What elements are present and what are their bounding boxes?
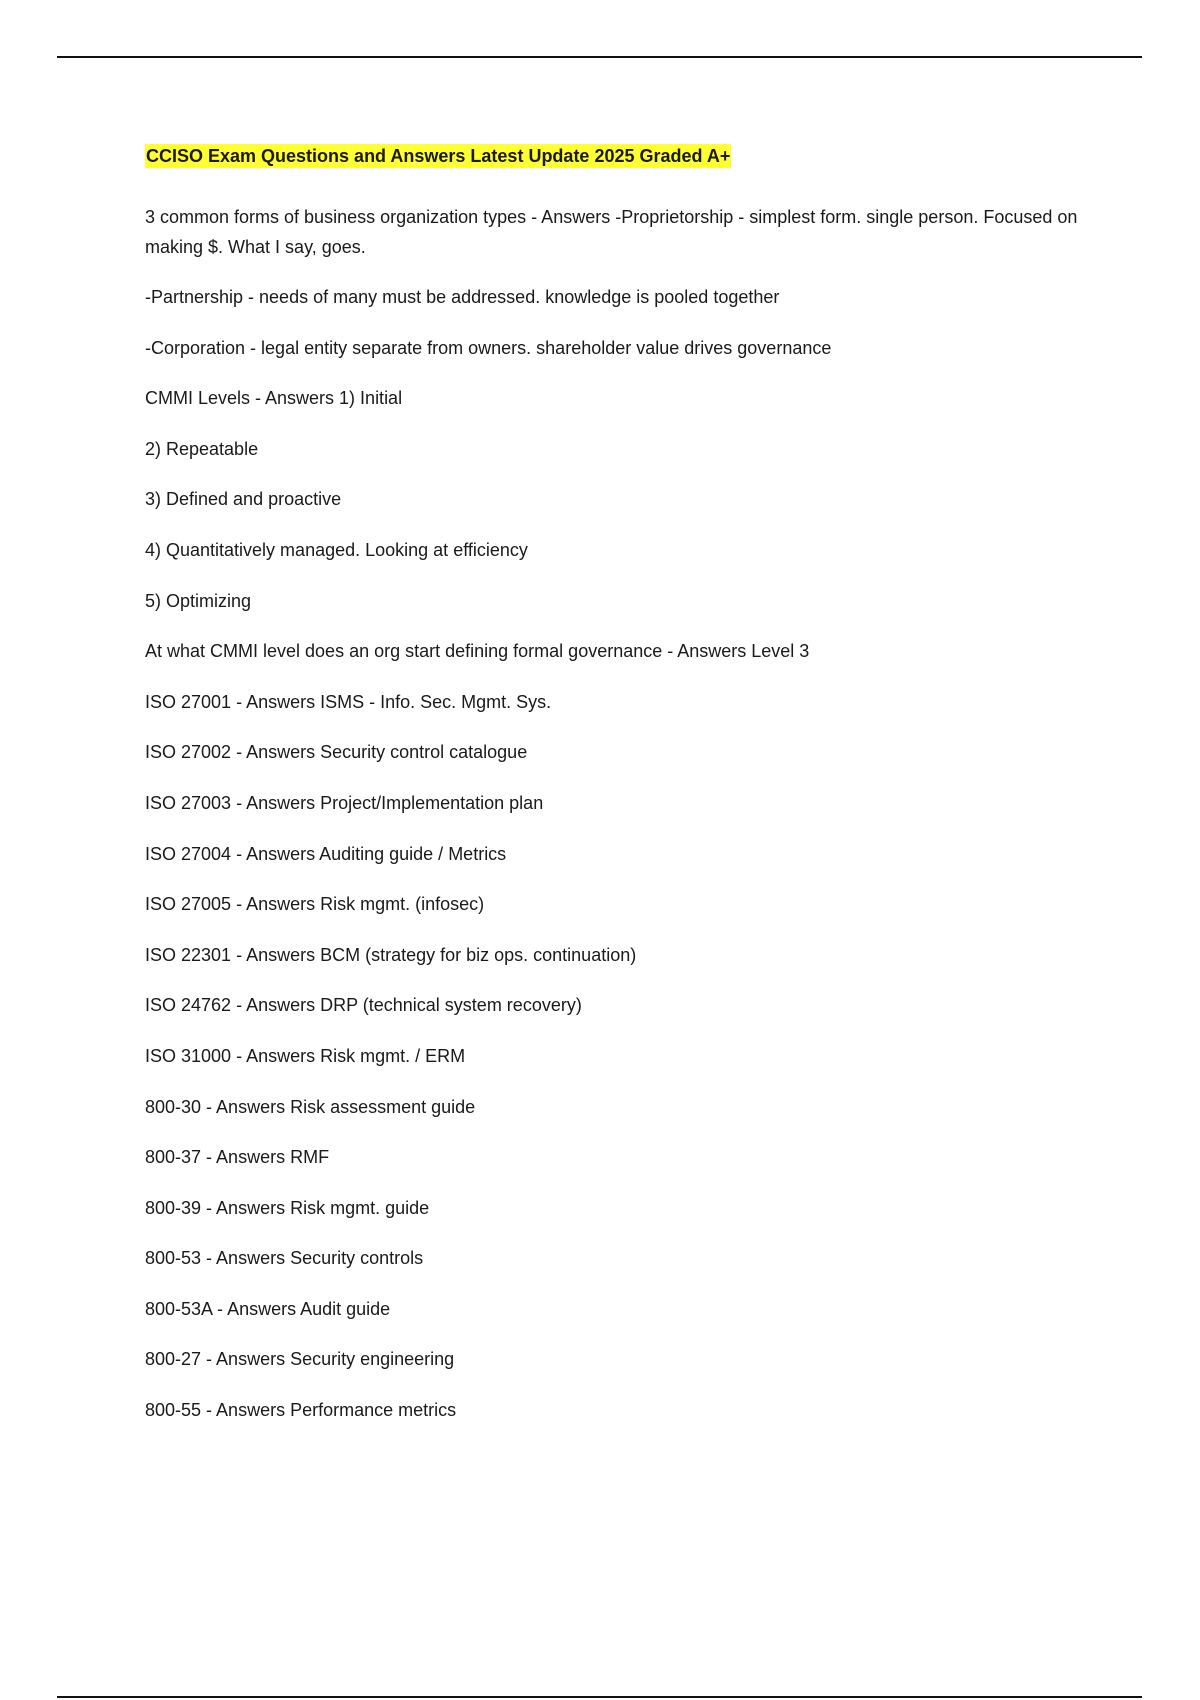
qa-line: -Partnership - needs of many must be addressed. knowledge is pooled together [145, 287, 780, 307]
qa-line: 800-37 - Answers RMF [145, 1147, 330, 1168]
qa-line: 800-53 - Answers Security controls [145, 1248, 424, 1269]
qa-line: -Corporation - legal entity separate from owners. shareholder value drives governance [145, 337, 832, 358]
qa-line: 4) Quantitatively managed. Looking at efficiency [145, 539, 528, 560]
qa-line: 800-55 - Answers Performance metrics [145, 1400, 457, 1421]
qa-list [145, 202, 1095, 1425]
qa-line: ISO 27001 - Answers ISMS - Info. Sec. Mgmt. Sys. [145, 691, 552, 712]
qa-line: ISO 27002 - Answers Security control catalogue [145, 742, 528, 763]
qa-line: 800-53A - Answers Audit guide [145, 1298, 391, 1319]
title-container [145, 144, 1095, 188]
qa-line: 800-27 - Answers Security engineering [145, 1349, 455, 1370]
qa-line: 3) Defined and proactive [145, 489, 342, 510]
qa-line: 800-30 - Answers Risk assessment guide [145, 1096, 476, 1117]
qa-line: ISO 27005 - Answers Risk mgmt. (infosec) [145, 894, 485, 915]
document-body [145, 144, 1095, 1446]
qa-line: ISO 27003 - Answers Project/Implementation plan [145, 792, 544, 813]
footer-rule [57, 1696, 1142, 1698]
qa-line: ISO 24762 - Answers DRP (technical system recovery) [145, 995, 582, 1016]
header-rule [57, 56, 1142, 58]
qa-line: ISO 22301 - Answers BCM (strategy for biz ops. continuation) [145, 944, 637, 965]
document-title: CCISO Exam Questions and Answers Latest Update 2025 Graded A+ [146, 146, 731, 166]
qa-line: 800-39 - Answers Risk mgmt. guide [145, 1197, 430, 1218]
qa-line: ISO 27004 - Answers Auditing guide / Metrics [145, 843, 507, 864]
qa-line: ISO 31000 - Answers Risk mgmt. / ERM [145, 1045, 466, 1066]
qa-line: 3 common forms of business organization types - Answers -Proprietorship - simplest form. single person. Focused on making $. What I say, goes. [145, 207, 1078, 257]
qa-line: At what CMMI level does an org start defining formal governance - Answers Level 3 [145, 641, 810, 662]
qa-line: CMMI Levels - Answers 1) Initial [145, 388, 403, 409]
qa-line: 2) Repeatable [145, 438, 259, 459]
qa-line: 5) Optimizing [145, 590, 252, 611]
